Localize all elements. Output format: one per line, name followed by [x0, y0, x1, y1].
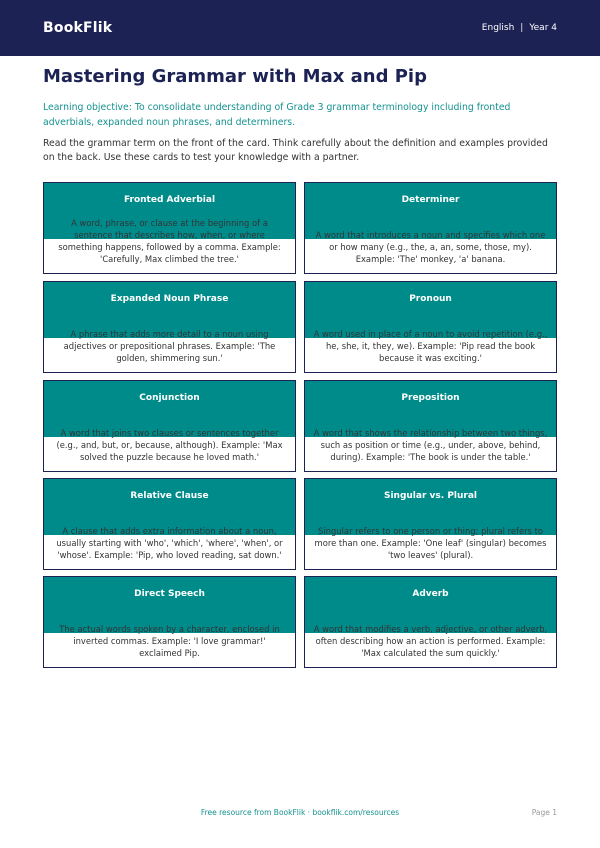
card-definition: A word used in place of a noun to avoid repetition (e.g., he, she, it, they, we). Example: 'Pip read the book because it was exciting.' [313, 329, 548, 363]
grammar-card [43, 281, 296, 373]
card-term: Singular vs. Plural [383, 491, 477, 501]
learning-objective: Learning objective: To consolidate understanding of Grade 3 grammar terminology including fronted adverbials, expanded noun phrases, and determiners. [43, 102, 511, 128]
card-definition: A word that joins two clauses or sentences together (e.g., and, but, or, because, although). Example: 'Max solved the puzzle because he loved math.' [56, 428, 283, 462]
card-definition: A word, phrase, or clause at the beginning of a sentence that describes how, when, or where something happens, followed by a comma. Example: 'Carefully, Max climbed the tree.' [58, 218, 281, 264]
card-term: Expanded Noun Phrase [110, 294, 229, 304]
footer-credit: Free resource from BookFlik · bookflik.com/resources [200, 808, 400, 817]
grammar-card [304, 380, 557, 472]
language-label: English [481, 23, 515, 33]
brand-logo: BookFlik [43, 20, 113, 36]
card-term: Preposition [401, 393, 460, 403]
grammar-card [43, 478, 296, 570]
card-definition: Singular refers to one person or thing; plural refers to more than one. Example: 'One leaf' (singular) becomes 'two leaves' (plural). [314, 526, 547, 560]
card-definition: A word that introduces a noun and specifies which one or how many (e.g., the, a, an, some, those, my). Example: 'The' monkey, 'a' banana. [315, 230, 546, 264]
grammar-card [304, 478, 557, 570]
meta-separator: | [520, 23, 524, 33]
header-meta [482, 23, 557, 33]
card-definition: A clause that adds extra information about a noun, usually starting with 'who', 'which', 'where', 'when', or 'whose'. Example: 'Pip, who loved reading, sat down.' [56, 526, 283, 560]
card-definition: The actual words spoken by a character, enclosed in inverted commas. Example: 'I love grammar!' exclaimed Pip. [59, 624, 280, 658]
year-label: Year 4 [529, 23, 557, 33]
grammar-card [43, 380, 296, 472]
card-term: Relative Clause [130, 491, 209, 501]
card-definition: A word that shows the relationship between two things, such as position or time (e.g., under, above, behind, during). Example: 'The book is under the table.' [313, 428, 548, 462]
card-term: Direct Speech [134, 589, 205, 599]
card-term: Determiner [401, 195, 460, 205]
card-definition: A phrase that adds more detail to a noun using adjectives or prepositional phrases. Example: 'The golden, shimmering sun.' [63, 329, 276, 363]
page-number: Page 1 [531, 808, 557, 817]
top-bar [0, 0, 600, 56]
grammar-card [304, 182, 557, 274]
card-term: Pronoun [409, 294, 452, 304]
instructions-text: Read the grammar term on the front of the card. Think carefully about the definition and examples provided on the back. Use these cards to test your knowledge with a partner. [43, 138, 548, 163]
card-term: Fronted Adverbial [123, 195, 216, 205]
card-term: Conjunction [139, 393, 200, 403]
grammar-card [304, 576, 557, 668]
card-definition: A word that modifies a verb, adjective, or other adverb, often describing how an action is performed. Example: 'Max calculated the sum quickly.' [313, 624, 548, 658]
page-title: Mastering Grammar with Max and Pip [43, 66, 427, 87]
grammar-card [304, 281, 557, 373]
grammar-card [43, 182, 296, 274]
grammar-card [43, 576, 296, 668]
card-term: Adverb [412, 589, 449, 599]
